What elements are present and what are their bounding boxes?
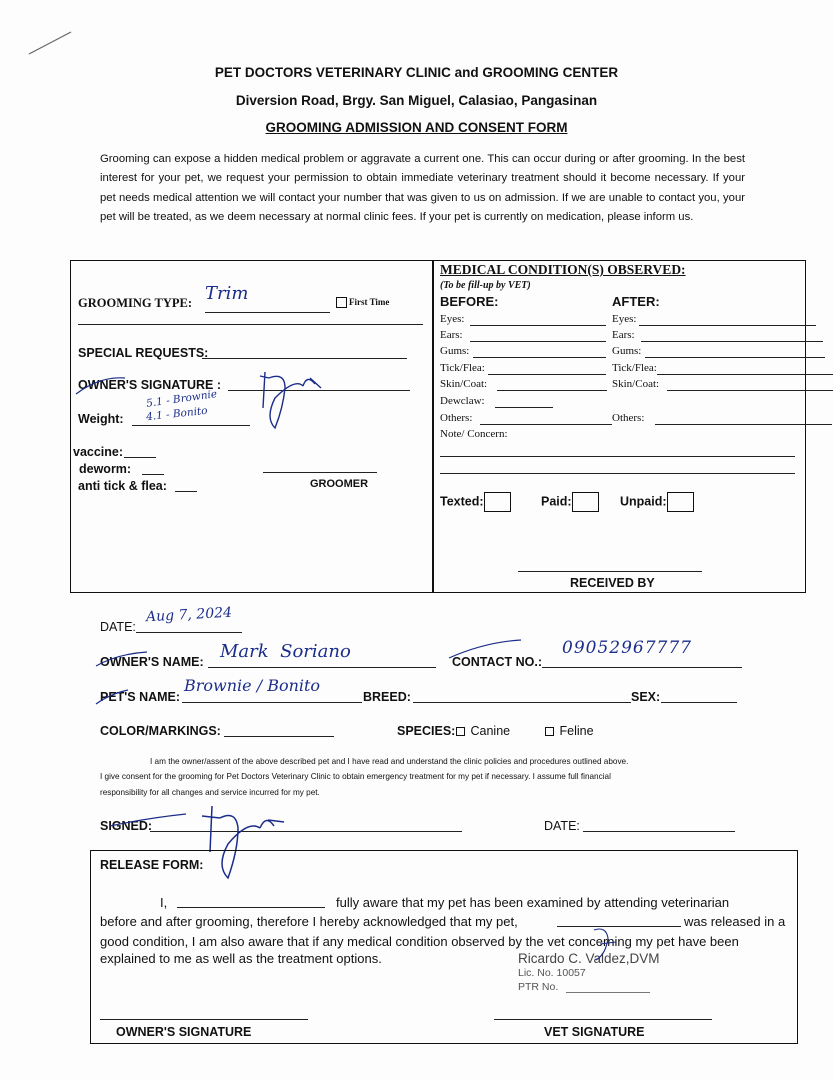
after-item-label: Others: <box>612 412 645 424</box>
before-item-line[interactable] <box>473 357 606 358</box>
vet-signature-line[interactable] <box>494 1019 712 1020</box>
before-item-line[interactable] <box>495 407 553 408</box>
before-item-line[interactable] <box>497 390 607 391</box>
after-item-label: Ears: <box>612 329 635 341</box>
after-item-label: Gums: <box>612 345 642 357</box>
strike-mark <box>108 810 188 830</box>
grooming-extra-line[interactable] <box>78 324 423 325</box>
release-text-c: before and after grooming, therefore I hereby acknowledged that my pet, <box>100 914 518 929</box>
before-item-label: Eyes: <box>440 313 465 325</box>
received-by-line[interactable] <box>518 571 702 572</box>
grooming-type-label: GROOMING TYPE: <box>78 296 193 310</box>
signed-label: SIGNED: <box>100 819 153 833</box>
special-requests-label: SPECIAL REQUESTS: <box>78 346 209 360</box>
release-text-f: explained to me as well as the treatment options. <box>100 951 382 966</box>
after-item-line[interactable] <box>641 341 823 342</box>
signed-date-line[interactable] <box>583 831 735 832</box>
weight-value-2: 4.1 - Bonito <box>145 404 209 424</box>
before-item-label: Others: <box>440 412 473 424</box>
first-time-label: First Time <box>349 297 390 307</box>
feline-option[interactable] <box>545 724 594 738</box>
received-by-label: RECEIVED BY <box>570 576 655 590</box>
after-item-line[interactable] <box>639 325 816 326</box>
vaccine-label: vaccine: <box>73 445 124 459</box>
ptr-line <box>566 992 650 993</box>
species-label: SPECIES: <box>397 724 456 738</box>
antitick-line[interactable] <box>175 491 197 492</box>
release-title: RELEASE FORM: <box>100 858 204 872</box>
breed-line[interactable] <box>413 702 631 703</box>
form-title: GROOMING ADMISSION AND CONSENT FORM <box>265 120 568 135</box>
date-label: DATE: <box>100 620 136 634</box>
texted-label: Texted: <box>440 494 484 509</box>
contact-label: CONTACT NO.: <box>452 655 543 669</box>
vet-signature-label: VET SIGNATURE <box>544 1025 645 1039</box>
clinic-name: PET DOCTORS VETERINARY CLINIC and GROOMING CENTER <box>214 65 619 80</box>
strike-mark <box>92 686 132 708</box>
medical-title: MEDICAL CONDITION(S) OBSERVED: <box>440 262 686 277</box>
breed-label: BREED: <box>363 690 411 704</box>
weight-label: Weight: <box>78 412 124 426</box>
deworm-line[interactable] <box>142 474 164 475</box>
strike-mark <box>445 638 525 662</box>
before-item-line[interactable] <box>470 325 606 326</box>
deworm-label: deworm: <box>79 462 132 476</box>
vet-initial-scribble <box>586 924 620 964</box>
release-name-line[interactable] <box>177 907 325 908</box>
grooming-type-line[interactable] <box>205 312 330 313</box>
unpaid-label: Unpaid: <box>620 494 667 509</box>
texted-field[interactable] <box>440 492 511 512</box>
antitick-label: anti tick & flea: <box>78 479 167 493</box>
vet-stamp-ptr: PTR No. <box>518 981 559 993</box>
weight-line[interactable] <box>132 425 250 426</box>
vaccine-line[interactable] <box>124 457 156 458</box>
concern-line-2[interactable] <box>440 473 795 474</box>
signed-line[interactable] <box>150 831 462 832</box>
paid-field[interactable] <box>541 492 599 512</box>
weight-value-1: 5.1 - Brownie <box>145 388 218 410</box>
release-text-b: fully aware that my pet has been examined by attending veterinarian <box>336 895 730 910</box>
sex-label: SEX: <box>631 690 661 704</box>
box-divider <box>432 261 434 592</box>
before-item-label: Skin/Coat: <box>440 378 488 390</box>
before-item-line[interactable] <box>480 424 612 425</box>
owner-signature-release-line[interactable] <box>100 1019 308 1020</box>
groomer-line[interactable] <box>263 472 377 473</box>
owner-signature-scribble <box>255 368 325 438</box>
strike-mark <box>70 370 130 400</box>
release-text-a: I, <box>160 895 168 910</box>
owner-signature-release-label: OWNER'S SIGNATURE <box>116 1025 252 1039</box>
color-label: COLOR/MARKINGS: <box>100 724 221 738</box>
release-text-d: was released in a <box>684 914 786 929</box>
pet-name-label: PET'S NAME: <box>100 690 181 704</box>
before-item-line[interactable] <box>470 341 606 342</box>
release-text-e: good condition, I am also aware that if any medical condition observed by the vet concerning my pet have been <box>100 934 739 949</box>
medical-subtitle: (To be fill-up by VET) <box>440 280 531 291</box>
contact-line[interactable] <box>542 667 742 668</box>
vet-stamp-license: Lic. No. 10057 <box>518 967 586 979</box>
consent-line-3: responsibility for all changes and service incurred for my pet. <box>100 788 320 797</box>
pen-mark <box>25 28 75 58</box>
vet-stamp-name: Ricardo C. Valdez,DVM <box>518 951 660 966</box>
consent-line-2: I give consent for the grooming for Pet Doctors Veterinary Clinic to obtain emergency treatment for my pet if necessary. I assume full financial <box>100 772 611 781</box>
after-item-label: Skin/Coat: <box>612 378 660 390</box>
after-item-line[interactable] <box>657 374 833 375</box>
checkbox-icon <box>336 297 347 308</box>
owner-name-line[interactable] <box>208 667 436 668</box>
date-line[interactable] <box>136 632 242 633</box>
special-requests-line[interactable] <box>202 358 407 359</box>
canine-option[interactable] <box>456 724 510 738</box>
before-label: BEFORE: <box>440 294 499 309</box>
after-item-line[interactable] <box>655 424 832 425</box>
paid-box[interactable] <box>572 492 599 512</box>
paid-label: Paid: <box>541 494 572 509</box>
unpaid-box[interactable] <box>667 492 694 512</box>
clinic-address: Diversion Road, Brgy. San Miguel, Calasiao, Pangasinan <box>235 93 598 108</box>
after-label: AFTER: <box>612 294 660 309</box>
concern-label: Note/ Concern: <box>440 428 508 440</box>
before-item-label: Ears: <box>440 329 463 341</box>
consent-line-1: I am the owner/assent of the above described pet and I have read and understand the clinic policies and procedures outlined above. <box>150 757 629 766</box>
signed-date-label: DATE: <box>544 819 580 833</box>
color-line[interactable] <box>224 736 334 737</box>
grooming-type-value: Trim <box>205 283 249 304</box>
contact-value: 09052967777 <box>562 638 692 658</box>
owner-signature-label: OWNER'S SIGNATURE : <box>78 378 222 392</box>
pet-name-value: Brownie / Bonito <box>184 676 321 695</box>
groomer-label: GROOMER <box>310 478 369 490</box>
intro-paragraph: Grooming can expose a hidden medical problem or aggravate a current one. This can occur during or after grooming. In the best interest for your pet, we request your permission to obtain immediate veterinary treatment should it become necessary. If your pet needs medical attention we will contact your number that was given to us on admission. If we are unable to contact you, your pet will be treated, as we deem necessary at normal clinic fees. If your pet is currently on medication, please inform us. <box>100 153 745 223</box>
after-item-line[interactable] <box>645 357 825 358</box>
checkbox-icon <box>456 727 465 736</box>
feline-label: Feline <box>559 724 594 738</box>
date-value: Aug 7, 2024 <box>145 604 233 626</box>
before-item-label: Gums: <box>440 345 470 357</box>
sex-line[interactable] <box>661 702 737 703</box>
texted-box[interactable] <box>484 492 511 512</box>
before-item-label: Tick/Flea: <box>440 362 485 374</box>
owner-name-label: OWNER'S NAME: <box>100 655 204 669</box>
owner-name-value: Mark Soriano <box>220 641 351 662</box>
after-item-label: Tick/Flea: <box>612 362 657 374</box>
checkbox-icon <box>545 727 554 736</box>
before-item-line[interactable] <box>488 374 606 375</box>
strike-mark <box>92 648 152 670</box>
before-item-label: Dewclaw: <box>440 395 485 407</box>
concern-line-1[interactable] <box>440 456 795 457</box>
after-item-label: Eyes: <box>612 313 637 325</box>
first-time-checkbox[interactable] <box>336 297 389 308</box>
pet-name-line[interactable] <box>182 702 362 703</box>
after-item-line[interactable] <box>667 390 833 391</box>
canine-label: Canine <box>470 724 511 738</box>
unpaid-field[interactable] <box>620 492 694 512</box>
